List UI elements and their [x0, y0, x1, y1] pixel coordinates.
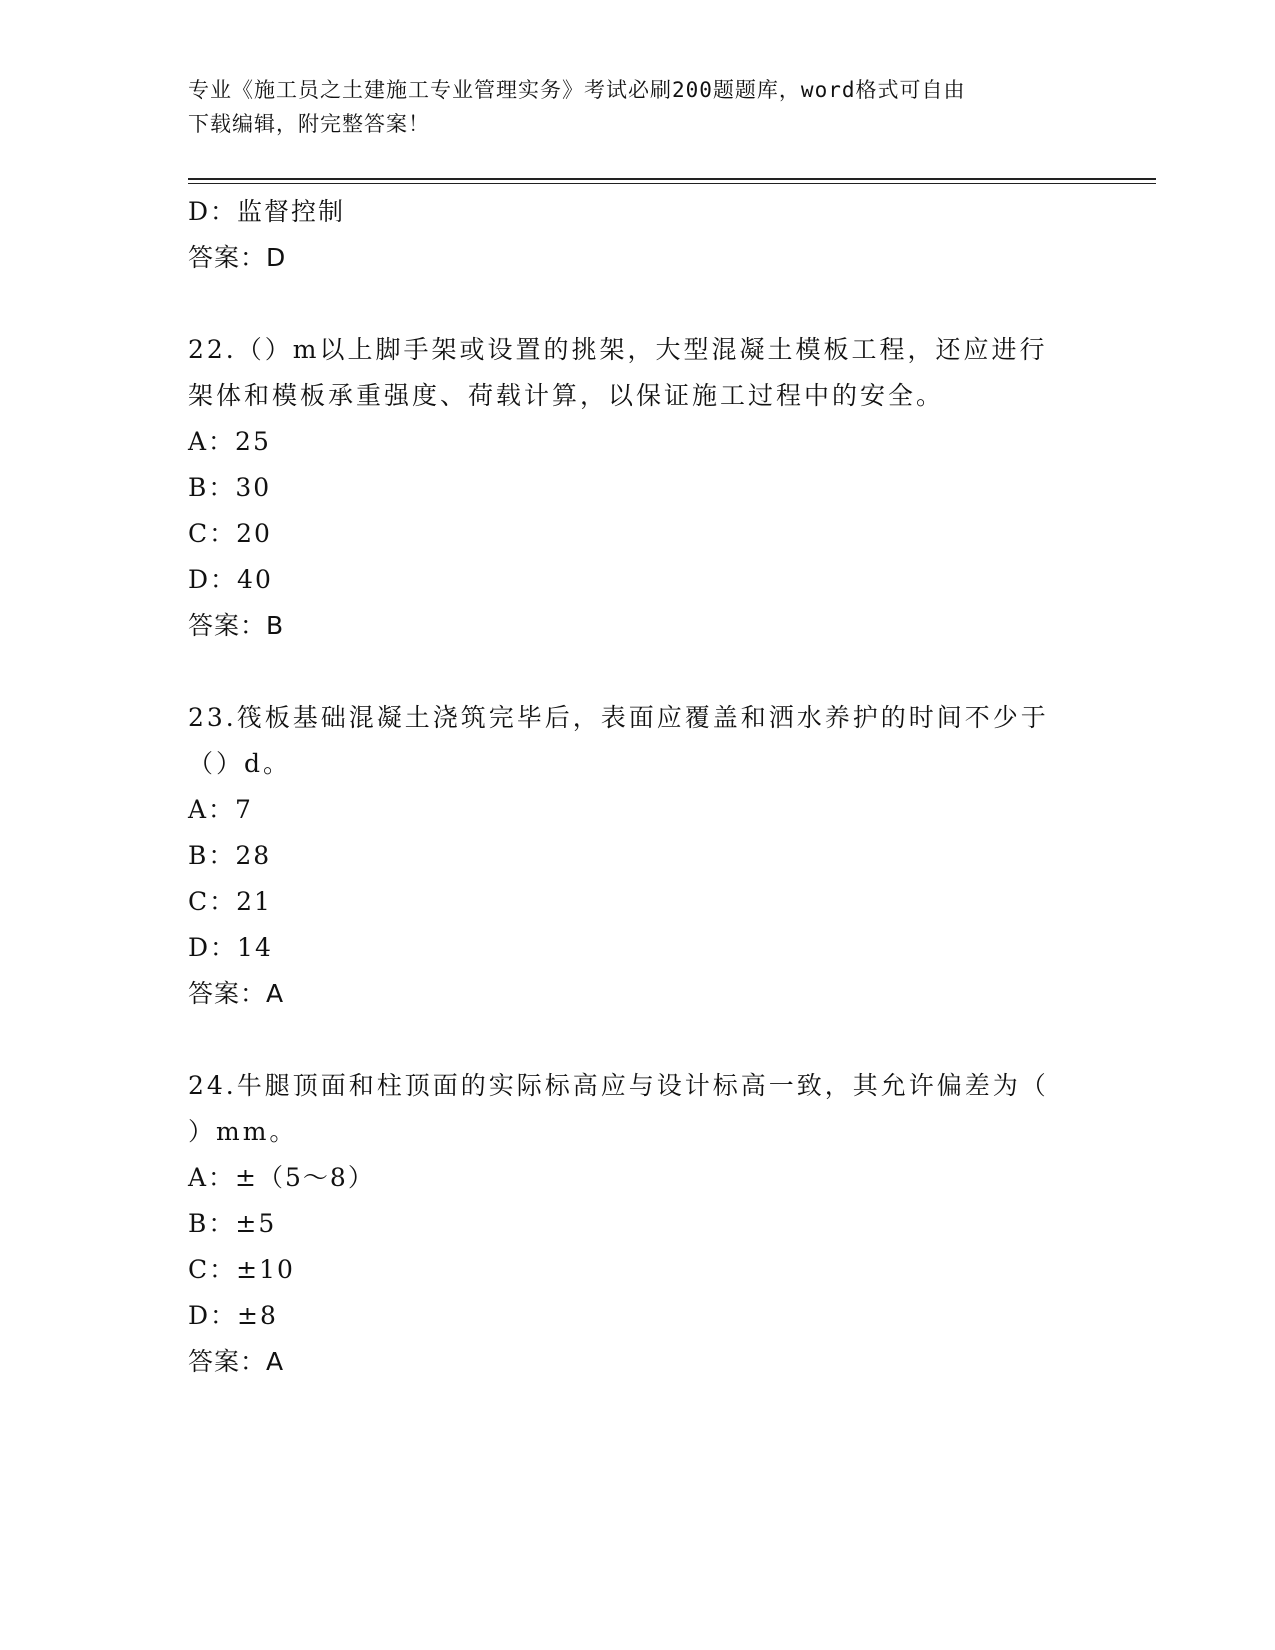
question-stem: 24.牛腿顶面和柱顶面的实际标高应与设计标高一致，其允许偏差为（	[188, 1071, 1049, 1100]
option-b: B：±5	[188, 1209, 277, 1238]
question-stem: 23.筏板基础混凝土浇筑完毕后，表面应覆盖和洒水养护的时间不少于	[188, 703, 1049, 732]
document-header	[188, 73, 1088, 141]
question-23	[188, 695, 1088, 1017]
option-c: C：±10	[188, 1255, 295, 1284]
previous-question-tail	[188, 189, 1088, 281]
option-d: D：14	[188, 933, 273, 962]
answer-line: 答案：B	[188, 611, 285, 640]
option-a: A：25	[188, 427, 271, 456]
question-list	[188, 189, 1088, 1385]
header-divider-thick	[188, 178, 1156, 180]
question-stem-continued: ）mm。	[188, 1117, 298, 1146]
option-d: D：±8	[188, 1301, 278, 1330]
answer-line: 答案：A	[188, 979, 285, 1008]
question-stem: 22.（）m以上脚手架或设置的挑架，大型混凝土模板工程，还应进行	[188, 335, 1048, 364]
option-b: B：30	[188, 473, 272, 502]
header-line-2: 下载编辑，附完整答案！	[188, 112, 430, 136]
question-22	[188, 327, 1088, 649]
answer-line: 答案：D	[188, 243, 287, 272]
header-divider-thin	[188, 183, 1156, 184]
option-b: B：28	[188, 841, 272, 870]
option-d: D：40	[188, 565, 273, 594]
header-line-1: 专业《施工员之土建施工专业管理实务》考试必刷200题题库，word格式可自由	[188, 78, 966, 102]
question-stem-continued: （）d。	[188, 749, 292, 778]
option-c: C：20	[188, 519, 272, 548]
answer-line: 答案：A	[188, 1347, 285, 1376]
spacer	[188, 281, 1088, 327]
option-a: A：7	[188, 795, 253, 824]
option-a: A：±（5～8）	[188, 1163, 375, 1192]
option-d: D：监督控制	[188, 197, 346, 226]
question-24	[188, 1063, 1088, 1385]
option-c: C：21	[188, 887, 272, 916]
spacer	[188, 649, 1088, 695]
spacer	[188, 1017, 1088, 1063]
question-stem-continued: 架体和模板承重强度、荷载计算，以保证施工过程中的安全。	[188, 381, 945, 410]
